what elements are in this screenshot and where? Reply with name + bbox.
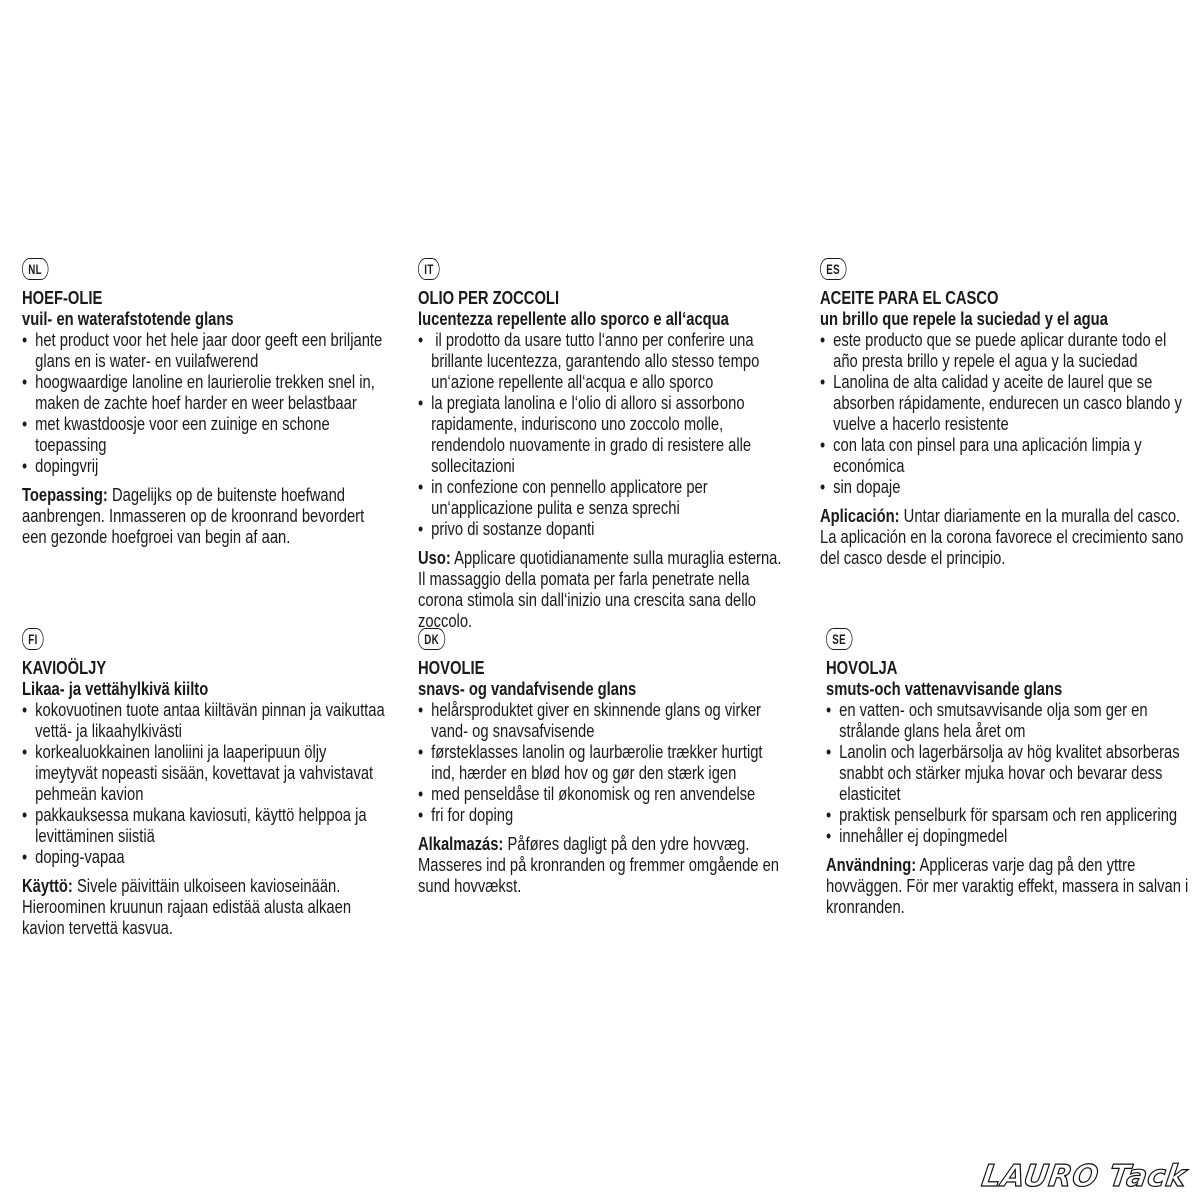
section-title: KAVIOÖLJY <box>22 658 107 678</box>
section-se <box>826 628 1196 918</box>
section-fi <box>22 628 392 939</box>
bullet-item: • privo di sostanze dopanti <box>418 519 789 540</box>
usage-text: Untar diariamente en la muralla del casco. La aplicación en la corona favorece el crecimiento sano del casco desde el principio. <box>820 506 1184 568</box>
section-es <box>820 258 1190 569</box>
bullet-item: • este producto que se puede aplicar durante todo el año presta brillo y repele el agua y la suciedad <box>820 330 1191 372</box>
bullet-item: • Lanolin och lagerbärsolja av hög kvalitet absorberas snabbt och stärker mjuka hovar och bevarar dess elasticitet <box>826 742 1197 805</box>
usage-label: Alkalmazás: <box>418 834 504 854</box>
usage-label: Aplicación: <box>820 506 900 526</box>
language-badge: FI <box>22 628 44 650</box>
bullet-list <box>22 700 393 868</box>
section-title: HOVOLIE <box>418 658 485 678</box>
bullet-item: • fri for doping <box>418 805 789 826</box>
brand-logo: LAURO Tack <box>979 1159 1189 1194</box>
section-nl <box>22 258 392 548</box>
usage-paragraph <box>826 855 1197 918</box>
bullet-item: • met kwastdoosje voor een zuinige en schone toepassing <box>22 414 393 456</box>
bullet-list <box>418 330 789 540</box>
language-badge: DK <box>418 628 445 650</box>
bullet-item: • pakkauksessa mukana kaviosuti, käyttö helppoa ja levittäminen siistiä <box>22 805 393 847</box>
bullet-item: • la pregiata lanolina e l‘olio di alloro si assorbono rapidamente, induriscono uno zoccolo molle, rendendolo nuovamente in grado di resistere alle sollecitazioni <box>418 393 789 477</box>
usage-text: Sivele päivittäin ulkoiseen kavioseinään. Hieroominen kruunun rajaan edistää alusta alkaen kavion tervettä kasvua. <box>22 876 352 938</box>
usage-paragraph <box>820 506 1191 569</box>
language-badge: IT <box>418 258 440 280</box>
language-badge: ES <box>820 258 846 280</box>
language-badge: NL <box>22 258 48 280</box>
section-it <box>418 258 788 632</box>
bullet-item: • innehåller ej dopingmedel <box>826 826 1197 847</box>
language-badge: SE <box>826 628 852 650</box>
usage-label: Uso: <box>418 548 451 568</box>
bullet-item: • dopingvrij <box>22 456 393 477</box>
usage-label: Användning: <box>826 855 917 875</box>
bullet-list <box>418 700 789 826</box>
bullet-item: • med penseldåse til økonomisk og ren anvendelse <box>418 784 789 805</box>
bullet-list <box>820 330 1191 498</box>
bullet-item: • con lata con pinsel para una aplicación limpia y económica <box>820 435 1191 477</box>
bullet-item: • sin dopaje <box>820 477 1191 498</box>
usage-text: Dagelijks op de buitenste hoefwand aanbrengen. Inmasseren op de kroonrand bevordert een gezonde hoefgroei van begin af aan. <box>22 485 365 547</box>
section-dk <box>418 628 788 897</box>
bullet-item: • korkealuokkainen lanoliini ja laaperipuun öljy imeytyvät nopeasti sisään, kovettavat ja vahvistavat pehmeän kavion <box>22 742 393 805</box>
section-subtitle: snavs- og vandafvisende glans <box>418 679 637 699</box>
section-subtitle: un brillo que repele la suciedad y el agua <box>820 309 1108 329</box>
bullet-item: • il prodotto da usare tutto l‘anno per conferire una brillante lucentezza, garantendo allo stesso tempo un‘azione repellente all‘acqua e allo sporco <box>418 330 789 393</box>
bullet-item: • in confezione con pennello applicatore per un‘applicazione pulita e senza sprechi <box>418 477 789 519</box>
bullet-item: • hoogwaardige lanoline en laurierolie trekken snel in, maken de zachte hoef harder en weer belastbaar <box>22 372 393 414</box>
bullet-list <box>22 330 393 477</box>
usage-paragraph <box>22 485 393 548</box>
bullet-item: • doping-vapaa <box>22 847 393 868</box>
section-title: ACEITE PARA EL CASCO <box>820 288 999 308</box>
usage-label: Käyttö: <box>22 876 73 896</box>
section-title: HOVOLJA <box>826 658 898 678</box>
section-subtitle: smuts-och vattenavvisande glans <box>826 679 1063 699</box>
section-subtitle: Likaa- ja vettähylkivä kiilto <box>22 679 209 699</box>
section-title: HOEF-OLIE <box>22 288 103 308</box>
usage-paragraph <box>418 548 789 632</box>
bullet-item: • kokovuotinen tuote antaa kiiltävän pinnan ja vaikuttaa vettä- ja likaahylkivästi <box>22 700 393 742</box>
usage-text: Appliceras varje dag på den yttre hovväggen. För mer varaktig effekt, massera in salvan i kronranden. <box>826 855 1189 917</box>
section-title: OLIO PER ZOCCOLI <box>418 288 560 308</box>
section-subtitle: lucentezza repellente allo sporco e all‘acqua <box>418 309 729 329</box>
bullet-item: • en vatten- och smutsavvisande olja som ger en strålande glans hela året om <box>826 700 1197 742</box>
usage-text: Applicare quotidianamente sulla muraglia esterna. Il massaggio della pomata per farla penetrate nella corona stimola sin dall‘inizio una crescita sana dello zoccolo. <box>418 548 782 631</box>
section-subtitle: vuil- en waterafstotende glans <box>22 309 234 329</box>
usage-text: Påføres dagligt på den ydre hovvæg. Masseres ind på kronranden og fremmer omgående en sund hovvækst. <box>418 834 780 896</box>
usage-paragraph <box>22 876 393 939</box>
bullet-item: • praktisk penselburk för sparsam och ren applicering <box>826 805 1197 826</box>
bullet-item: • helårsproduktet giver en skinnende glans og virker vand- og snavsafvisende <box>418 700 789 742</box>
bullet-item: • Lanolina de alta calidad y aceite de laurel que se absorben rápidamente, endurecen un casco blando y vuelve a hacerlo resistente <box>820 372 1191 435</box>
bullet-item: • het product voor het hele jaar door geeft een briljante glans en is water- en vuilafwerend <box>22 330 393 372</box>
bullet-item: • førsteklasses lanolin og laurbærolie trækker hurtigt ind, hærder en blød hov og gør den stærk igen <box>418 742 789 784</box>
usage-paragraph <box>418 834 789 897</box>
usage-label: Toepassing: <box>22 485 108 505</box>
bullet-list <box>826 700 1197 847</box>
